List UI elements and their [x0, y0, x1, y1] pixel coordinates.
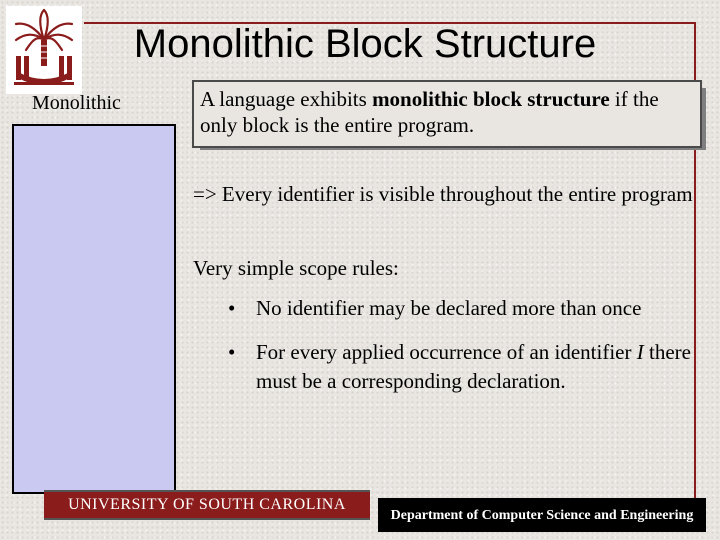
slide-title: Monolithic Block Structure — [133, 22, 597, 66]
definition-text-start: A language exhibits — [200, 87, 373, 111]
bullet-text-1: No identifier may be declared more than once — [256, 296, 642, 320]
bullet-text-2-end: there must be a corresponding declaration. — [256, 340, 691, 393]
bullet-item-2 — [228, 338, 698, 396]
footer-department: Department of Computer Science and Engineering — [378, 498, 706, 532]
definition-bold-term: monolithic block structure — [372, 87, 610, 111]
bullet-dot: • — [228, 340, 236, 364]
bullet-dot: • — [228, 296, 236, 320]
identifier-italic: I — [636, 340, 644, 364]
definition-box — [192, 80, 702, 148]
bullet-text-2 — [256, 338, 698, 396]
footer-university: UNIVERSITY OF SOUTH CAROLINA — [44, 490, 370, 520]
university-logo — [6, 6, 82, 94]
bullet-item-1 — [228, 294, 718, 323]
definition-text-end: if the only block is the entire program. — [200, 87, 659, 137]
paragraph-visibility: => Every identifier is visible throughout the entire program — [193, 182, 693, 206]
bullet-text-2-main: For every applied occurrence of an identifier — [256, 340, 637, 364]
monolithic-block-diagram — [12, 124, 176, 494]
paragraph-scope-rules: Very simple scope rules: — [193, 256, 399, 280]
left-block-label: Monolithic — [32, 92, 121, 114]
